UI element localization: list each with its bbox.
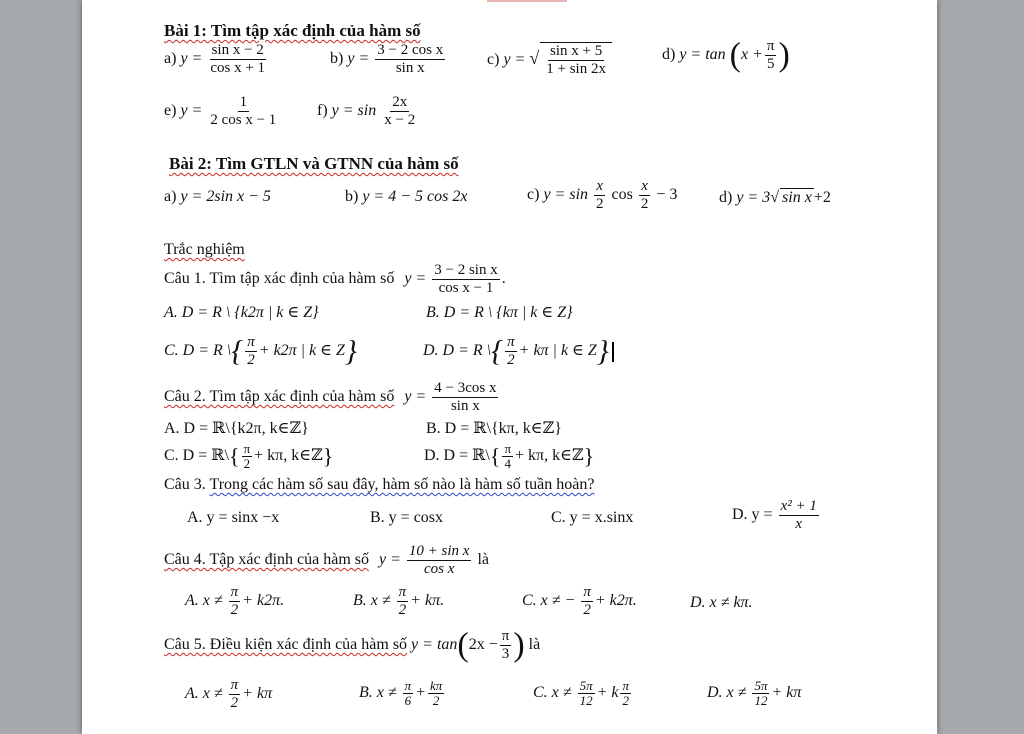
numerator: π (404, 678, 412, 693)
numerator: 3 − 2 sin x (434, 262, 498, 278)
post: + kπ, k∈ℤ (515, 447, 584, 465)
q4-option-b (353, 584, 444, 619)
q5-option-a (185, 677, 272, 712)
post: + kπ (771, 684, 802, 702)
radicand: sin x (782, 189, 812, 206)
numerator: 2x (392, 94, 408, 110)
fraction (765, 38, 777, 73)
bai1-title-text: Bài 1: Tìm tập xác định của hàm số (164, 21, 421, 40)
sqrt-symbol: √ (529, 48, 540, 69)
denominator: sin x (395, 60, 425, 76)
tail: +2 (813, 189, 831, 206)
pre: A. x ≠ (185, 685, 223, 703)
pre: D. x ≠ (707, 684, 747, 702)
q4-option-d (690, 594, 753, 612)
fraction (581, 584, 593, 619)
post: + k2π | k ∈ Z (258, 342, 345, 360)
numerator: 10 + sin x (408, 543, 470, 559)
denominator: 2 (398, 602, 407, 618)
denominator: 2 (432, 693, 440, 708)
lhs: y = (404, 388, 427, 406)
numerator: x (641, 178, 648, 194)
mid: cos (611, 186, 633, 204)
post: + k2π. (594, 592, 637, 610)
denominator: 3 (501, 646, 510, 662)
left-paren: ( (729, 36, 741, 74)
bai2-d (719, 188, 831, 207)
fraction (229, 584, 241, 619)
prefix: Câu 3. (164, 476, 206, 493)
denominator: 6 (404, 693, 412, 708)
post: + k2π. (242, 592, 285, 610)
mid: + k (596, 684, 619, 702)
lhs: y = (378, 551, 401, 569)
denominator: 2 (243, 456, 251, 471)
lhs: y = sin (331, 102, 377, 120)
denominator: 4 (504, 456, 511, 471)
denominator: 2 (640, 196, 649, 212)
right-brace: } (596, 334, 609, 368)
q4-option-a (185, 584, 284, 619)
bai2-b (345, 188, 467, 206)
prefix: Câu 2. Tìm tập xác định của hàm số (164, 388, 395, 406)
denominator: 2 (596, 196, 604, 212)
bai1-e (164, 94, 280, 129)
option-text: B. D = ℝ\{kπ, k∈ℤ} (426, 420, 562, 437)
post: + kπ. (410, 592, 445, 610)
lhs: y = tan (411, 636, 458, 654)
option-text: C. y = x.sinx (551, 509, 634, 526)
denominator: 2 (507, 352, 515, 368)
denominator: 2 (622, 693, 629, 708)
left-brace: { (229, 443, 240, 469)
q1-option-c (164, 334, 357, 369)
fraction-1 (403, 679, 414, 708)
denominator: 12 (579, 693, 593, 708)
left-brace: { (491, 334, 504, 368)
tracnghiem-heading (164, 241, 245, 259)
expr: y = 2sin x − 5 (180, 188, 271, 205)
lhs: y = (347, 50, 370, 68)
inner: x + (741, 46, 763, 64)
pre: C. D = R \ (164, 342, 232, 360)
q1-question (164, 262, 506, 297)
right-paren: ) (513, 626, 525, 664)
right-brace: } (322, 443, 334, 469)
heading-text: Trắc nghiệm (164, 241, 245, 258)
bai1-b (330, 42, 447, 77)
q5-option-c (533, 679, 633, 708)
lhs: y = tan (679, 46, 726, 64)
mid: + (415, 684, 426, 702)
numerator: π (247, 334, 255, 350)
bai2-title (169, 155, 459, 173)
fraction (208, 42, 267, 77)
q5-option-b (359, 679, 446, 708)
label: b) (330, 50, 344, 68)
numerator: 5π (579, 678, 593, 693)
option-text: A. D = R \ {k2π | k ∈ Z} (164, 304, 319, 321)
document-page (82, 0, 937, 734)
tail: − 3 (656, 186, 678, 204)
pre: A. x ≠ (185, 592, 223, 610)
numerator: x (596, 178, 604, 194)
fraction-2 (639, 178, 651, 213)
prefix: Câu 5. Điều kiện xác định của hàm số (164, 636, 408, 654)
label: d) (719, 189, 733, 206)
end: là (528, 636, 541, 654)
label: a) (164, 50, 177, 68)
numerator: 5π (754, 678, 768, 693)
q5-option-d (707, 679, 801, 708)
denominator: x − 2 (384, 112, 416, 128)
question-text: Trong các hàm số sau đây, hàm số nào là hàm số tuần hoàn? (209, 476, 595, 493)
fraction (242, 442, 253, 471)
bai1-d (662, 38, 790, 73)
fraction-1 (594, 178, 606, 213)
right-brace: } (344, 334, 357, 368)
option-text: A. D = ℝ\{k2π, k∈ℤ} (164, 420, 309, 437)
radicand (540, 42, 612, 78)
denominator: cos x + 1 (210, 60, 266, 76)
numerator: π (230, 584, 239, 600)
denominator: x (795, 516, 803, 532)
fraction (208, 94, 278, 129)
numerator: sin x − 2 (211, 42, 264, 58)
numerator: π (504, 441, 512, 456)
prefix: Câu 1. Tìm tập xác định của hàm số (164, 270, 395, 288)
text-cursor (612, 342, 614, 362)
numerator: sin x + 5 (549, 43, 603, 59)
numerator: π (766, 38, 775, 54)
numerator: kπ (429, 678, 443, 693)
denominator: cos x − 1 (438, 280, 494, 296)
fraction (544, 43, 608, 78)
numerator: π (622, 678, 629, 693)
numerator: π (507, 334, 515, 350)
left-brace: { (231, 334, 244, 368)
left-brace: { (489, 443, 501, 469)
q3-question (164, 476, 594, 494)
prefix: Câu 4. Tập xác định của hàm số (164, 551, 369, 569)
label: b) (345, 188, 359, 205)
q4-option-c (522, 584, 637, 619)
numerator: 4 − 3cos x (434, 380, 497, 396)
post: + kπ (242, 685, 273, 703)
q2-option-b (426, 420, 562, 438)
right-brace: } (583, 443, 595, 469)
q5-question (164, 628, 540, 663)
expr: y = 4 − 5 cos 2x (362, 188, 468, 205)
pre: B. x ≠ (359, 684, 397, 702)
numerator: π (230, 677, 239, 693)
numerator: x² + 1 (780, 498, 817, 514)
right-paren: ) (778, 36, 790, 74)
bai2-a (164, 188, 271, 206)
pre: C. x ≠ (533, 684, 572, 702)
numerator: 1 (239, 94, 248, 110)
bai2-title-text: Bài 2: Tìm GTLN và GTNN của hàm số (169, 154, 459, 173)
fraction-2 (428, 679, 444, 708)
option-text: B. D = R \ {kπ | k ∈ Z} (426, 304, 573, 321)
option-text: B. y = cosx (370, 509, 444, 526)
bai1-f (317, 94, 419, 129)
denominator: 2 (583, 602, 591, 618)
q1-option-b (426, 304, 573, 322)
label: c) (527, 186, 540, 204)
denominator: 2 (247, 352, 255, 368)
fraction (375, 42, 445, 77)
fraction (407, 543, 472, 578)
numerator: π (243, 441, 251, 456)
bai2-c (527, 178, 677, 213)
fraction (229, 677, 241, 712)
pre: C. D = ℝ\ (164, 447, 229, 465)
q2-option-c (164, 442, 333, 471)
option-text: A. y = sinx −x (187, 509, 280, 526)
end: . (501, 270, 506, 288)
fraction (397, 584, 409, 619)
q2-option-a (164, 420, 309, 438)
q2-option-d (424, 442, 594, 471)
numerator: π (583, 584, 591, 600)
q4-question (164, 543, 489, 578)
bai1-title (164, 22, 421, 40)
label: f) (317, 102, 328, 120)
pre: C. x ≠ − (522, 592, 576, 610)
q3-option-a (187, 509, 279, 527)
bai1-a (164, 42, 269, 77)
end: là (477, 551, 489, 569)
denominator: cos x (423, 561, 455, 577)
denominator: 2 (230, 695, 239, 711)
q2-question (164, 380, 500, 415)
fraction (752, 679, 769, 708)
q3-option-b (370, 509, 443, 527)
fraction-2 (620, 679, 631, 708)
lhs: y = 3 (736, 189, 771, 206)
q3-option-d (732, 498, 821, 533)
label: c) (487, 51, 500, 69)
denominator: 1 + sin 2x (546, 61, 606, 77)
denominator: sin x (450, 398, 480, 414)
numerator: π (398, 584, 407, 600)
fraction (502, 442, 513, 471)
lhs: y = (180, 50, 203, 68)
fraction (500, 628, 512, 663)
pre: B. x ≠ (353, 592, 391, 610)
fraction (779, 498, 819, 533)
fraction (432, 262, 499, 297)
q1-option-a (164, 304, 319, 322)
pre: D. D = R \ (423, 342, 492, 360)
post: + kπ | k ∈ Z (518, 342, 597, 360)
fraction (505, 334, 517, 369)
pre: D. y = (732, 506, 773, 524)
q1-option-d (423, 334, 614, 369)
label: d) (662, 46, 676, 64)
lhs: y = (180, 102, 203, 120)
denominator: 12 (754, 693, 768, 708)
numerator: π (501, 628, 510, 644)
label: e) (164, 102, 177, 120)
option-text: D. x ≠ kπ. (690, 594, 753, 611)
sqrt-symbol: √ (770, 189, 780, 206)
lhs: y = (404, 270, 427, 288)
fraction-1 (578, 679, 595, 708)
denominator: 2 (230, 602, 239, 618)
lhs: y = sin (543, 186, 589, 204)
fraction (245, 334, 257, 369)
denominator: 5 (766, 56, 775, 72)
denominator: 2 cos x − 1 (210, 112, 277, 128)
fraction (432, 380, 498, 415)
q3-option-c (551, 509, 633, 527)
fraction (382, 94, 417, 129)
left-paren: ( (457, 626, 469, 664)
bai1-c (487, 42, 612, 78)
numerator: 3 − 2 cos x (377, 42, 444, 58)
pre: D. D = ℝ\ (424, 447, 490, 465)
inner: 2x − (468, 636, 498, 654)
label: a) (164, 188, 177, 205)
top-red-mark (487, 0, 567, 2)
lhs: y = (503, 51, 526, 69)
post: + kπ, k∈ℤ (254, 447, 323, 465)
